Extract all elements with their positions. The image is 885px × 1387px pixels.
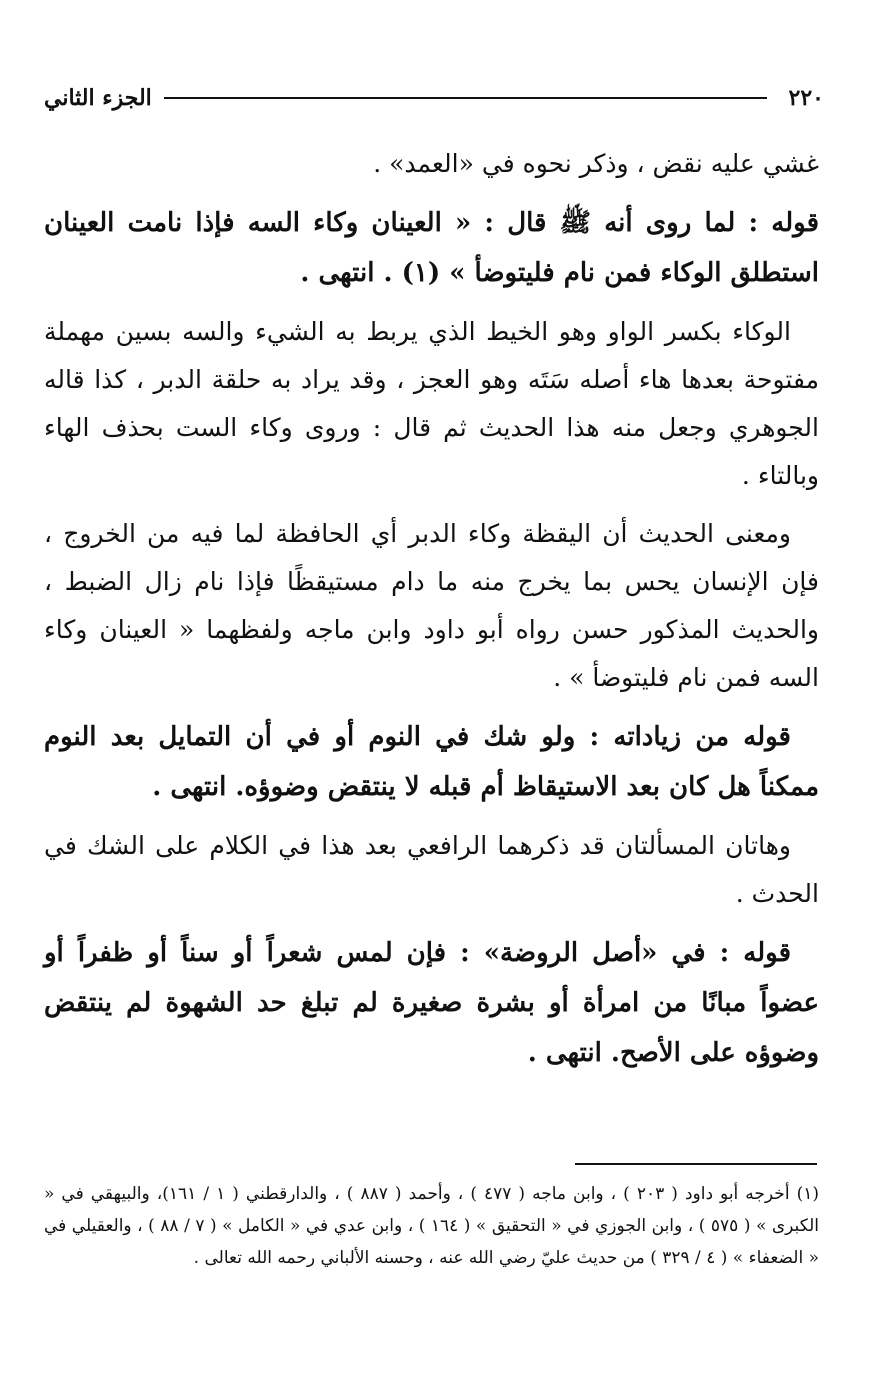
paragraph-commentary: ومعنى الحديث أن اليقظة وكاء الدبر أي الحافظة لما فيه من الخروج ، فإن الإنسان يحس بما يخرج منه ما دام مستيقظًا فإذا نام زال الضبط ، والحديث المذكور حسن رواه أبو داود وابن ماجه ولفظهما « العينان وكاء السه فمن نام فليتوضأ » . bbox=[44, 519, 820, 692]
header-rule bbox=[164, 97, 767, 99]
paragraph-quote-heading: قوله : في «أصل الروضة» : فإن لمس شعراً أو سناً أو ظفراً أو عضواً مبانًا من امرأة أو بشرة صغيرة لم تبلغ حد الشهوة لم ينتقض وضوؤه على الأصح. انتهى . bbox=[44, 938, 819, 1068]
paragraph-commentary: الوكاء بكسر الواو وهو الخيط الذي يربط به الشيء والسه بسين مهملة مفتوحة بعدها هاء أصله سَتَه وهو العجز ، وقد يراد به حلقة الدبر ، كذا قاله الجوهري وجعل منه هذا الحديث ثم قال : وروى وكاء الست بحذف الهاء وبالتاء . bbox=[44, 317, 819, 490]
page-number: ٢٢٠ bbox=[788, 85, 824, 111]
footnote-separator bbox=[575, 1163, 817, 1165]
paragraph-quote-heading: قوله من زياداته : ولو شك في النوم أو في أن التمايل بعد النوم ممكناً هل كان بعد الاستيقاظ أم قبله لا ينتقض وضوؤه. انتهى . bbox=[44, 722, 819, 802]
footnotes bbox=[44, 1178, 819, 1274]
running-title: الجزء الثاني bbox=[44, 85, 152, 111]
paragraph-continuation: غشي عليه نقض ، وذكر نحوه في «العمد» . bbox=[373, 149, 819, 178]
paragraph-commentary: وهاتان المسألتان قد ذكرهما الرافعي بعد هذا في الكلام على الشك في الحدث . bbox=[44, 831, 819, 908]
footnote: (١) أخرجه أبو داود ( ٢٠٣ ) ، وابن ماجه ( ٤٧٧ ) ، وأحمد ( ٨٨٧ ) ، والدارقطني ( ١ / ١٦١)، والبيهقي في « الكبرى » ( ٥٧٥ ) ، وابن الجوزي في « التحقيق » ( ١٦٤ ) ، وابن عدي في « الكامل » ( ٧ / ٨٨ ) ، والعقيلي في « الضعفاء » ( ٤ / ٣٢٩ ) من حديث عليّ رضي الله عنه ، وحسنه الألباني رحمه الله تعالى . bbox=[44, 1184, 819, 1268]
paragraph-quote-heading: قوله : لما روى أنه ﷺ قال : « العينان وكاء السه فإذا نامت العينان استطلق الوكاء فمن نام فليتوضأ » (١) . انتهى . bbox=[44, 208, 819, 288]
page-body bbox=[44, 140, 819, 1084]
page-header bbox=[44, 78, 824, 118]
